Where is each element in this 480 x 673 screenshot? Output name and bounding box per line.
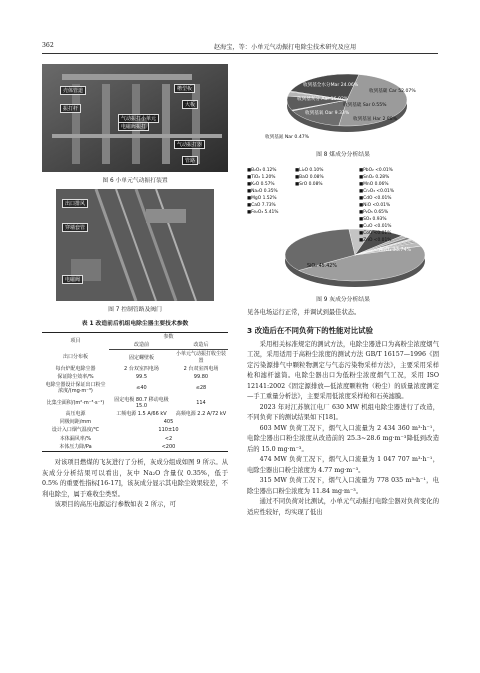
pie-label: ■SO₃ 0.93%: [359, 217, 387, 222]
figure-9-chart: [247, 163, 439, 291]
table-row: 电除尘器设计保证出口粉尘浓度/(mg·m⁻³) ≤40 ≤28: [45, 382, 207, 395]
table-row: 每台炉配电除尘器 2 台双室四电场 2 台双室四电场: [55, 365, 219, 372]
figure-8-caption: 图 8 煤成分分析结果: [316, 152, 370, 158]
running-title: 赵海宝，等：小单元气动振打电除尘技术研究及应用: [213, 44, 357, 51]
table-row: 比集尘面积/(m²·m⁻³·s⁻¹) 固定电极 80.7 移动电极 15.0 114: [46, 396, 206, 409]
figure-8-pie: [247, 64, 439, 146]
pie-label: ■NiO <0.01%: [359, 203, 391, 208]
pie-label: 收到基氧 Oar 9.33%: [305, 111, 350, 116]
right-column: [247, 64, 439, 518]
table1-head-item: 项目: [42, 333, 109, 350]
pie-label: ■TiO₂ 1.20%: [247, 175, 276, 180]
table-row: 高压电源 工频电源 1.5 A/66 kV 高频电源 2.2 A/72 kV: [65, 411, 227, 418]
fig6-label-7: 气动振打器: [174, 140, 205, 149]
pie-label: ■MnO 0.06%: [359, 182, 389, 187]
right-paragraph-4: 474 MW 负荷工况下，烟气入口流量为 1 047 707 m³·h⁻¹，电除尘器出口粉尘浓度为 4.77 mg·m⁻³。: [247, 456, 439, 474]
table1-head-params: 参数: [109, 333, 228, 342]
pie-label: ■CaO 7.73%: [247, 203, 276, 208]
pie-label: ■Li₂O 0.10%: [295, 168, 324, 173]
table1-head-before: 改造前: [109, 341, 174, 350]
fig7-label-2: 穿墙套管: [62, 223, 88, 232]
pie-label: ■CoO <0.01%: [359, 231, 392, 236]
right-paragraph-5: 315 MW 负荷工况下，烟气入口流量为 778 035 m³·h⁻¹，电除尘器出口粉尘浓度为 11.84 mg·m⁻³。: [247, 477, 439, 495]
left-paragraph-2: 该项目的高压电源运行参数如表 2 所示，可: [54, 501, 176, 509]
pie-label: ■P₂O₅ 0.65%: [359, 210, 389, 215]
table1-head-after: 改造后: [174, 341, 228, 350]
pie-label: ■B₂O₃ 0.12%: [247, 168, 277, 173]
left-paragraph-1: 对该项目燃煤的飞灰进行了分析，灰成分组成如图 9 所示。从灰成分分析结果可以看出，灰中 Na₂O 含量仅 0.35%，低于 0.5% 的重要性指标[16-17]，该灰成分显示其电除尘效果较差，不利电除尘，属于难收尘类型。: [42, 459, 228, 498]
right-intro: 见各电场运行正常，并调试到最佳状态。: [247, 309, 361, 316]
figure-7-caption: 图 7 控制管路及阀门: [108, 307, 162, 313]
right-paragraph-3: 603 MW 负荷工况下，烟气入口流量为 2 434 360 m³·h⁻¹，电除尘器出口粉尘浓度从改造前的 25.3~28.6 mg·m⁻³降低到改造后的 15.0 mg·m⁻³。: [247, 424, 439, 453]
page-number: 362: [42, 42, 54, 49]
table-row: 设计入口烟气温度/℃ 110±10: [51, 427, 179, 434]
fig6-label-2: 振打杆: [60, 104, 81, 113]
pie-label: 收到基全水分Mar 24.06%: [303, 83, 359, 88]
pie-label: 收到基硫 Sar 0.55%: [343, 103, 387, 108]
running-header: [42, 42, 438, 54]
fig6-label-8: 管路: [182, 156, 198, 165]
fig6-label-4: 气动振打小单元: [118, 114, 159, 123]
fig6-label-6: 大板: [182, 100, 198, 109]
pie-label: 收到基氢 Har 2.88%: [353, 117, 398, 122]
table-row: 同极间距/mm 405: [59, 419, 174, 426]
figure-8-chart: [247, 64, 439, 146]
pie-label: ■Na₂O 0.35%: [247, 189, 278, 194]
pie-label: 收到基灰分 Aar 16.92%: [297, 97, 349, 102]
pie-label: ■BaO 0.08%: [295, 175, 324, 180]
table-row: 保证除尘效率/% 99.5 99.80: [57, 374, 209, 381]
figure-6-caption: 图 6 小单元气动振打装置: [102, 178, 168, 184]
pie-label: ■CuO <0.01%: [359, 224, 392, 229]
figure-6-photo: [42, 64, 228, 172]
fig6-label-3: 槽型板: [174, 84, 195, 93]
table-row: 本体漏风率/% <2: [59, 435, 173, 442]
pie-label: ■Cr₂O₃ <0.01%: [359, 189, 395, 194]
pie-label: ■SnO₂ 0.28%: [359, 175, 390, 180]
figure-9-caption: 图 9 灰成分分析结果: [316, 297, 370, 303]
pie-label: ■K₂O 0.57%: [247, 182, 275, 187]
figure-9-pie: [247, 163, 439, 291]
pie-label: SiO₂ 45.42%: [307, 264, 337, 269]
pie-label: ■CdO <0.01%: [359, 196, 392, 201]
pie-label: 收到基碳 Car 52.07%: [369, 89, 416, 94]
pie-label: ■SrO 0.08%: [295, 182, 323, 187]
section-3-heading: 3 改造后在不同负荷下的性能对比试验: [247, 325, 373, 335]
left-column: [42, 64, 228, 511]
fig7-label-1: 出口排风: [62, 199, 88, 208]
pie-label: Al₂O₃ 33.74%: [379, 248, 412, 253]
right-paragraph-6: 通过不同负荷对比测试，小单元气动振打电除尘器对负荷变化的适应性较好，均实现了低出: [247, 498, 439, 516]
table-1-title: 表 1 改造前后机组电除尘器主要技术参数: [81, 321, 189, 327]
right-paragraph-2: 2023 年对江苏镇江电厂 630 MW 机组电除尘器进行了改造，不同负荷下的测试结果如下[18]。: [247, 403, 439, 421]
fig7-label-3: 电磁阀: [62, 275, 83, 284]
fig6-label-1: 壳体管道: [60, 86, 86, 95]
table-1: [42, 332, 228, 452]
right-paragraph-1: 采用相关标准规定的测试方法，电除尘器进口为高粉尘浓度烟气工况，采用适用于高粉尘浓度的测试方法 GB/T 16157—1996《固定污染源排气中颗粒物测定与气态污染物采样方法》，主要采用采样枪和滤杆滤筒。电除尘器出口为低粉尘浓度烟气工况，采用 ISO 12141:2002《固定源排放—低浓度颗粒物（粉尘）的质量浓度测定—手工重量分析法》，主要采用低浓度采样枪和石英滤膜。: [247, 340, 439, 400]
fig6-label-5: 电磁阀振打: [118, 122, 149, 131]
pie-label: ■Fe₂O₃ 5.41%: [247, 210, 279, 215]
table-row: 本体压力降/Pa <200: [42, 443, 228, 452]
pie-label: ■PbO₂ <0.01%: [359, 168, 393, 173]
pie-label: ■ZnO <0.01%: [359, 238, 392, 243]
pie-label: ■MgO 1.52%: [247, 196, 277, 201]
figure-7-photo: [56, 189, 214, 301]
pie-label: 收到基氮 Nar 0.47%: [265, 135, 310, 140]
table-row: 出口分布板 固定螺壁板 小单元气动振打收尘装置: [62, 351, 226, 364]
